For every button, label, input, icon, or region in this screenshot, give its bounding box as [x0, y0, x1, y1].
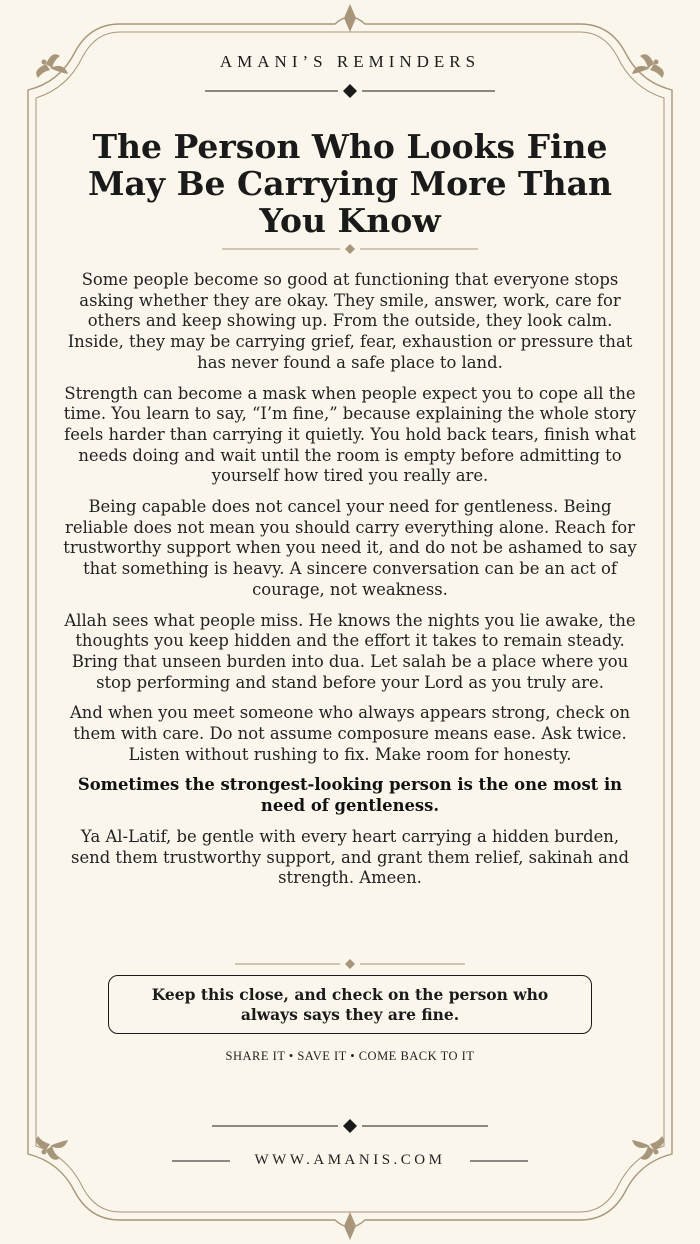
bottom-diamond-ornament-icon	[344, 1212, 356, 1240]
paragraph: Some people become so good at functioning that everyone stops asking whether they are okay. They smile, answer, work, care for others and keep showing up. From the outside, they look calm. Inside, they may be carrying grief, fear, exhaustion or pressure that has never found a safe place to land.	[67, 270, 633, 372]
website-link[interactable]: WWW.AMANIS.COM	[254, 1152, 446, 1168]
cta-divider	[235, 959, 465, 969]
highlight-statement: Sometimes the strongest-looking person is the one most in need of gentleness.	[77, 775, 623, 816]
dua-paragraph: Ya Al-Latif, be gentle with every heart carrying a hidden burden, send them trustworthy support, and grant them relief, sakinah and strength. Ameen.	[71, 826, 629, 888]
paragraph: Allah sees what people miss. He knows the nights you lie awake, the thoughts you keep hidden and the effort it takes to remain steady. Bring that unseen burden into dua. Let salah be a place where you stop performing and stand before your Lord as you truly are.	[64, 610, 636, 692]
share-line: SHARE IT • SAVE IT • COME BACK TO IT	[225, 1049, 475, 1063]
paragraph: Strength can become a mask when people expect you to cope all the time. You learn to say, “I’m fine,” because explaining the whole story feels harder than carrying it quietly. You hold back tears, finish what needs doing and wait until the room is empty before admitting to yourself how tired you really are.	[63, 383, 637, 486]
title-divider	[222, 244, 478, 254]
page-title: The Person Who Looks Fine May Be Carrying More Than You Know	[88, 127, 612, 240]
article-body	[62, 270, 638, 899]
paragraph: And when you meet someone who always appears strong, check on them with care. Do not assume composure means ease. Ask twice. Listen without rushing to fix. Make room for honesty.	[69, 703, 631, 764]
cta-text: Keep this close, and check on the person who always says they are fine.	[151, 984, 549, 1024]
diamond-icon	[345, 959, 355, 969]
header-divider	[205, 84, 495, 98]
cta-box	[108, 975, 592, 1034]
diamond-icon	[343, 84, 357, 98]
top-diamond-ornament-icon	[344, 4, 356, 32]
brand-header: AMANI’S REMINDERS	[219, 52, 481, 71]
footer-divider	[212, 1119, 488, 1133]
paragraph: Being capable does not cancel your need for gentleness. Being reliable does not mean you should carry everything alone. Reach for trustworthy support when you need it, and do not be ashamed to say that something is heavy. A sincere conversation can be an act of courage, not weakness.	[63, 497, 637, 599]
diamond-icon	[345, 244, 355, 254]
diamond-icon	[343, 1119, 357, 1133]
